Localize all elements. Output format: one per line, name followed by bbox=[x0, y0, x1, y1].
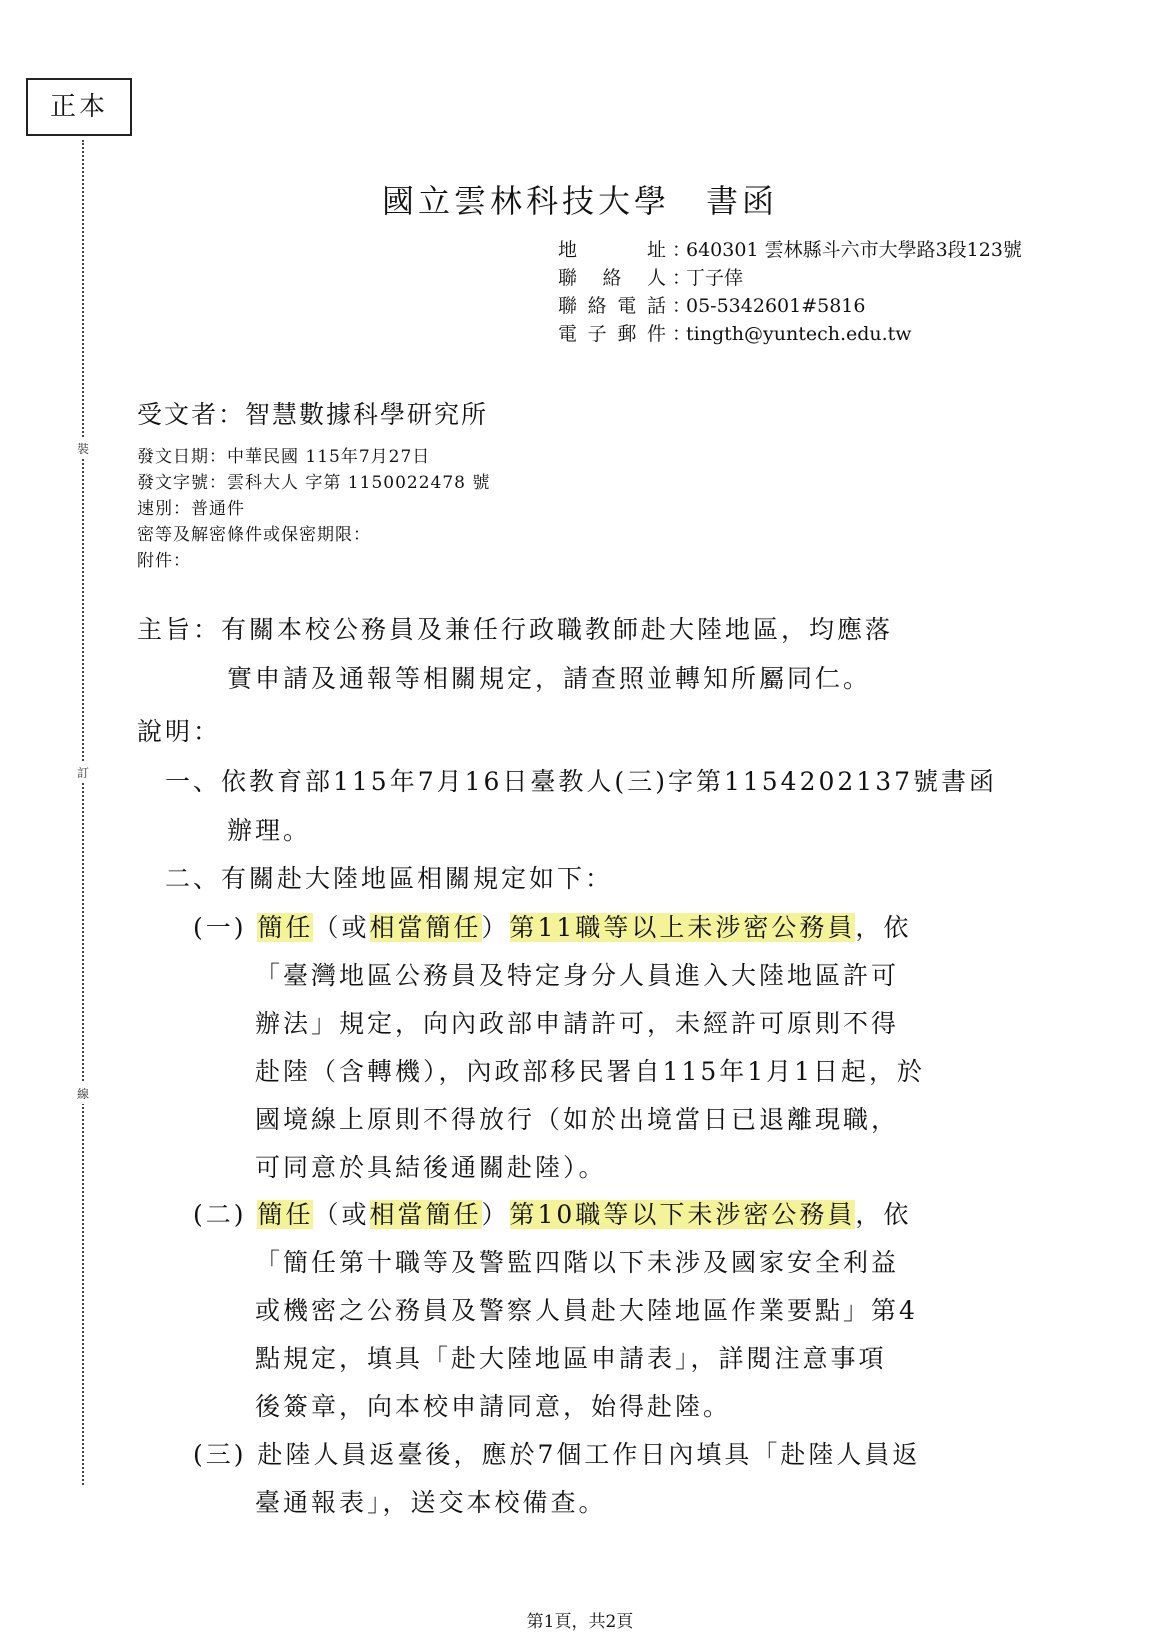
text-segment: ，依 bbox=[855, 1200, 912, 1229]
sub-item-2-line-2: 「簡任第十職等及警監四階以下未涉及國家安全利益 bbox=[255, 1248, 900, 1277]
sub-item-2-line-4: 點規定，填具「赴大陸地區申請表」，詳閱注意事項 bbox=[255, 1344, 887, 1373]
sub-item-3-line-1 bbox=[193, 1440, 920, 1470]
sub-item-1-line-2: 「臺灣地區公務員及特定身分人員進入大陸地區許可 bbox=[255, 961, 900, 990]
contact-value: 640301 雲林縣斗六市大學路3段123號 bbox=[686, 239, 1022, 261]
binding-mark-xian: 線 bbox=[76, 1083, 90, 1104]
contact-label: 電子郵件 bbox=[558, 323, 666, 345]
sub-item-3-line-2: 臺通報表」，送交本校備查。 bbox=[255, 1488, 607, 1517]
explanation-item-2: 二、有關赴大陸地區相關規定如下： bbox=[165, 864, 614, 893]
secrecy-level: 密等及解密條件或保密期限： bbox=[137, 525, 371, 545]
issue-date: 發文日期：中華民國 115年7月27日 bbox=[137, 447, 431, 467]
sub-item-1-line-5: 國境線上原則不得放行（如於出境當日已退離現職， bbox=[255, 1105, 900, 1134]
explanation-item-1-line-1: 一、依教育部115年7月16日臺教人(三)字第1154202137號書函 bbox=[165, 767, 998, 796]
attachment: 附件： bbox=[137, 551, 191, 571]
sub-item-2-line-5: 後簽章，向本校申請同意，始得赴陸。 bbox=[255, 1392, 732, 1421]
sub-item-2-line-3: 或機密之公務員及警察人員赴大陸地區作業要點」第4 bbox=[255, 1296, 918, 1325]
sub-item-marker: (三) bbox=[193, 1440, 247, 1469]
binding-dotted-line bbox=[82, 140, 84, 1485]
page-number: 第1頁，共2頁 bbox=[526, 1612, 634, 1632]
explanation-item-1-line-2: 辦理。 bbox=[227, 816, 312, 845]
sub-item-marker: (一) bbox=[193, 913, 247, 942]
subject-line-2: 實申請及通報等相關規定，請查照並轉知所屬同仁。 bbox=[227, 664, 872, 693]
recipient: 受文者：智慧數據科學研究所 bbox=[137, 400, 489, 429]
binding-mark-zhuang: 裝 bbox=[76, 438, 90, 459]
subject-line-1: 主旨：有關本校公務員及兼任行政職教師赴大陸地區，均應落 bbox=[137, 615, 894, 644]
contact-label: 地址 bbox=[558, 239, 666, 261]
delivery-speed: 速別：普通件 bbox=[137, 499, 245, 519]
issue-number: 發文字號：雲科大人 字第 1150022478 號 bbox=[137, 473, 491, 493]
sub-item-2-line-1 bbox=[193, 1200, 911, 1230]
text-segment: （或 bbox=[313, 1200, 370, 1229]
contact-address: 地址 ：640301 雲林縣斗六市大學路3段123號 bbox=[558, 236, 1022, 264]
contact-person: 聯絡人 ：丁子倖 bbox=[558, 264, 743, 292]
sub-item-1-line-4: 赴陸（含轉機），內政部移民署自115年1月1日起，於 bbox=[255, 1057, 926, 1086]
text-segment: 赴陸人員返臺後，應於7個工作日內填具「赴陸人員返 bbox=[257, 1440, 921, 1469]
highlighted-text: 第10職等以下未涉密公務員 bbox=[509, 1200, 856, 1229]
sub-item-marker: (二) bbox=[193, 1200, 247, 1229]
text-segment: ，依 bbox=[855, 913, 912, 942]
original-copy-stamp: 正本 bbox=[26, 78, 132, 136]
highlighted-text: 相當簡任 bbox=[369, 913, 482, 942]
contact-email: 電子郵件 ：tingth@yuntech.edu.tw bbox=[558, 320, 912, 348]
text-segment: ） bbox=[481, 913, 510, 942]
highlighted-text: 簡任 bbox=[257, 913, 314, 942]
contact-value: tingth@yuntech.edu.tw bbox=[686, 323, 912, 345]
text-segment: （或 bbox=[313, 913, 370, 942]
text-segment: ） bbox=[481, 1200, 510, 1229]
highlighted-text: 第11職等以上未涉密公務員 bbox=[509, 913, 856, 942]
contact-phone: 聯絡電話 ：05-5342601#5816 bbox=[558, 292, 866, 320]
sub-item-1-line-1 bbox=[193, 913, 911, 943]
sub-item-1-line-6: 可同意於具結後通關赴陸）。 bbox=[255, 1153, 607, 1182]
highlighted-text: 相當簡任 bbox=[369, 1200, 482, 1229]
document-title: 國立雲林科技大學 書函 bbox=[381, 182, 778, 220]
contact-value: 05-5342601#5816 bbox=[686, 295, 866, 317]
sub-item-1-line-3: 辦法」規定，向內政部申請許可，未經許可原則不得 bbox=[255, 1009, 900, 1038]
contact-label: 聯絡人 bbox=[558, 267, 666, 289]
contact-value: 丁子倖 bbox=[686, 267, 744, 289]
contact-label: 聯絡電話 bbox=[558, 295, 666, 317]
explanation-heading: 說明： bbox=[137, 717, 222, 746]
binding-mark-ding: 訂 bbox=[76, 762, 90, 783]
highlighted-text: 簡任 bbox=[257, 1200, 314, 1229]
